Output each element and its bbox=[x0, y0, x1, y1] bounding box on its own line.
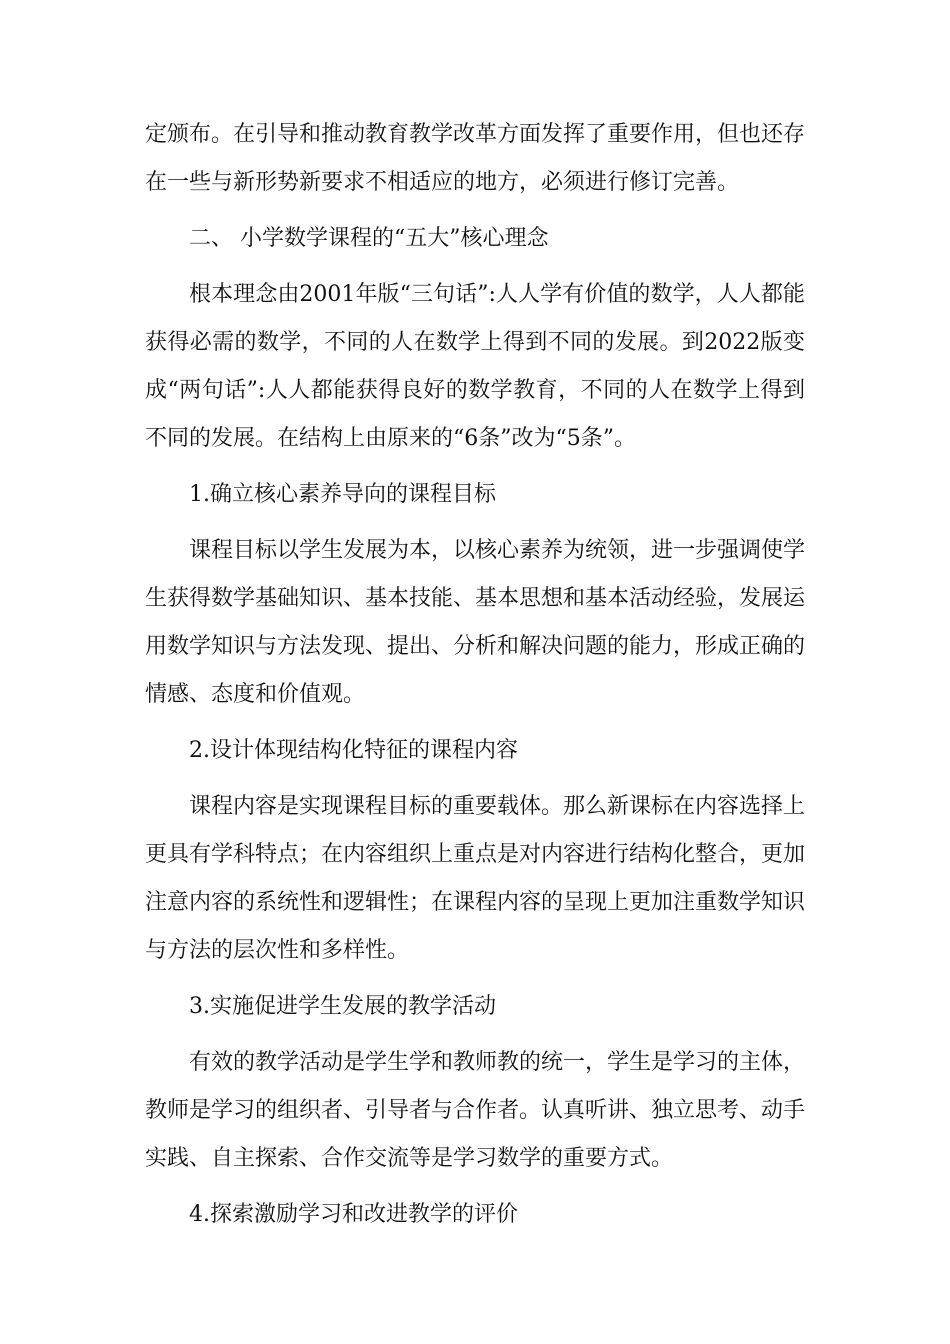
body-paragraph: 课程目标以学生发展为本，以核心素养为统领，进一步强调使学生获得数学基础知识、基本技能、基本思想和基本活动经验，发展运用数学知识与方法发现、提出、分析和解决问题的能力，形成正确的情感、态度和价值观。 bbox=[145, 538, 806, 707]
document-body bbox=[145, 111, 805, 1239]
body-paragraph: 定颁布。在引导和推动教育教学改革方面发挥了重要作用，但也还存在一些与新形势新要求不相适应的地方，必须进行修订完善。 bbox=[145, 122, 806, 195]
subsection-heading: 4.探索激励学习和改进教学的评价 bbox=[189, 1202, 518, 1227]
section-heading: 二、 小学数学课程的“五大”核心理念 bbox=[189, 226, 549, 251]
subsection-heading: 2.设计体现结构化特征的课程内容 bbox=[189, 738, 518, 763]
body-paragraph: 根本理念由2001年版“三句话”:人人学有价值的数学，人人都能获得必需的数学，不同的人在数学上得到不同的发展。到2022版变成“两句话”:人人都能获得良好的数学教育，不同的人在数学上得到不同的发展。在结构上由原来的“6条”改为“5条”。 bbox=[145, 282, 805, 451]
subsection-heading: 3.实施促进学生发展的教学活动 bbox=[189, 994, 496, 1019]
subsection-heading: 1.确立核心素养导向的课程目标 bbox=[189, 482, 496, 507]
body-paragraph: 课程内容是实现课程目标的重要载体。那么新课标在内容选择上更具有学科特点；在内容组织上重点是对内容进行结构化整合，更加注意内容的系统性和逻辑性；在课程内容的呈现上更加注重数学知识与方法的层次性和多样性。 bbox=[145, 794, 806, 963]
body-paragraph: 有效的教学活动是学生学和教师教的统一，学生是学习的主体，教师是学习的组织者、引导者与合作者。认真听讲、独立思考、动手实践、自主探索、合作交流等是学习数学的重要方式。 bbox=[145, 1050, 806, 1171]
